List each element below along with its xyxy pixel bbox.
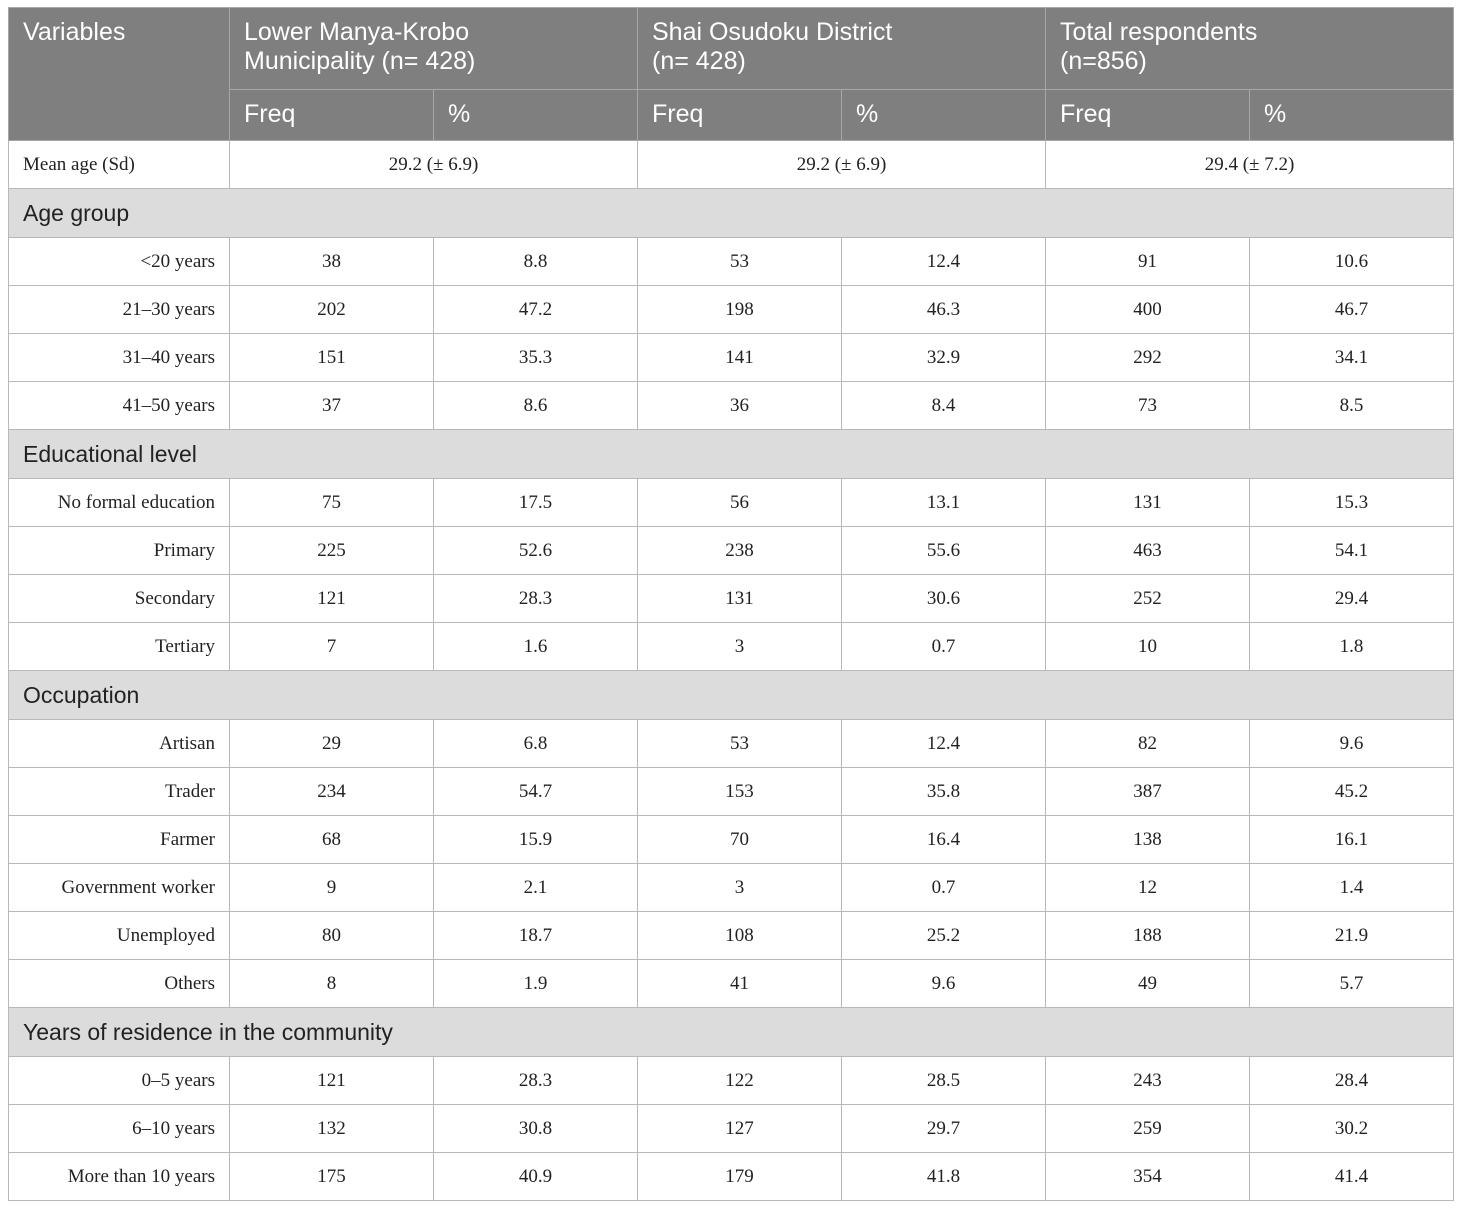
- section-title: Occupation: [9, 671, 1454, 720]
- mean-age-value: 29.4 (± 7.2): [1046, 141, 1454, 189]
- row-label: Others: [9, 960, 230, 1008]
- freq-cell: 188: [1046, 912, 1250, 960]
- freq-cell: 121: [230, 1057, 434, 1105]
- pct-cell: 13.1: [842, 479, 1046, 527]
- pct-cell: 16.1: [1250, 816, 1454, 864]
- pct-cell: 35.8: [842, 768, 1046, 816]
- table-row: [9, 623, 1454, 671]
- row-label: More than 10 years: [9, 1153, 230, 1201]
- section-title: Age group: [9, 189, 1454, 238]
- row-label: Tertiary: [9, 623, 230, 671]
- pct-cell: 54.7: [434, 768, 638, 816]
- freq-cell: 292: [1046, 334, 1250, 382]
- header-group-line2: (n=856): [1060, 47, 1147, 75]
- header-group-total: [1046, 8, 1454, 90]
- pct-cell: 8.6: [434, 382, 638, 430]
- pct-cell: 28.4: [1250, 1057, 1454, 1105]
- row-label: Artisan: [9, 720, 230, 768]
- header-row-groups: [9, 8, 1454, 90]
- pct-cell: 46.7: [1250, 286, 1454, 334]
- row-label: Trader: [9, 768, 230, 816]
- table-header: [9, 8, 1454, 141]
- freq-cell: 252: [1046, 575, 1250, 623]
- freq-cell: 56: [638, 479, 842, 527]
- pct-cell: 8.4: [842, 382, 1046, 430]
- freq-cell: 122: [638, 1057, 842, 1105]
- pct-cell: 6.8: [434, 720, 638, 768]
- demographics-table: [8, 7, 1454, 1201]
- row-label: Government worker: [9, 864, 230, 912]
- section-header-row: [9, 1008, 1454, 1057]
- pct-cell: 30.8: [434, 1105, 638, 1153]
- row-label: 31–40 years: [9, 334, 230, 382]
- pct-cell: 1.8: [1250, 623, 1454, 671]
- pct-cell: 30.6: [842, 575, 1046, 623]
- freq-cell: 141: [638, 334, 842, 382]
- pct-cell: 45.2: [1250, 768, 1454, 816]
- freq-cell: 175: [230, 1153, 434, 1201]
- header-pct: %: [434, 90, 638, 141]
- pct-cell: 30.2: [1250, 1105, 1454, 1153]
- freq-cell: 198: [638, 286, 842, 334]
- freq-cell: 3: [638, 623, 842, 671]
- freq-cell: 225: [230, 527, 434, 575]
- pct-cell: 9.6: [842, 960, 1046, 1008]
- pct-cell: 0.7: [842, 864, 1046, 912]
- freq-cell: 70: [638, 816, 842, 864]
- pct-cell: 18.7: [434, 912, 638, 960]
- table-row: [9, 960, 1454, 1008]
- header-group-shai-osudoku: [638, 8, 1046, 90]
- mean-age-label: Mean age (Sd): [9, 141, 230, 189]
- pct-cell: 1.4: [1250, 864, 1454, 912]
- section-header-row: [9, 430, 1454, 479]
- table-body: [9, 141, 1454, 1201]
- section-header-row: [9, 671, 1454, 720]
- freq-cell: 41: [638, 960, 842, 1008]
- freq-cell: 354: [1046, 1153, 1250, 1201]
- freq-cell: 68: [230, 816, 434, 864]
- pct-cell: 52.6: [434, 527, 638, 575]
- table-row: [9, 1105, 1454, 1153]
- pct-cell: 12.4: [842, 720, 1046, 768]
- freq-cell: 463: [1046, 527, 1250, 575]
- section-header-row: [9, 189, 1454, 238]
- freq-cell: 29: [230, 720, 434, 768]
- freq-cell: 131: [638, 575, 842, 623]
- freq-cell: 234: [230, 768, 434, 816]
- freq-cell: 9: [230, 864, 434, 912]
- pct-cell: 12.4: [842, 238, 1046, 286]
- freq-cell: 91: [1046, 238, 1250, 286]
- table-row: [9, 864, 1454, 912]
- table-row: [9, 479, 1454, 527]
- pct-cell: 1.9: [434, 960, 638, 1008]
- table-row: [9, 720, 1454, 768]
- freq-cell: 80: [230, 912, 434, 960]
- pct-cell: 28.3: [434, 1057, 638, 1105]
- pct-cell: 29.7: [842, 1105, 1046, 1153]
- pct-cell: 8.5: [1250, 382, 1454, 430]
- pct-cell: 17.5: [434, 479, 638, 527]
- freq-cell: 151: [230, 334, 434, 382]
- freq-cell: 387: [1046, 768, 1250, 816]
- table-row: [9, 575, 1454, 623]
- pct-cell: 15.3: [1250, 479, 1454, 527]
- freq-cell: 53: [638, 238, 842, 286]
- row-label: 6–10 years: [9, 1105, 230, 1153]
- table-row: [9, 238, 1454, 286]
- pct-cell: 28.5: [842, 1057, 1046, 1105]
- row-label: <20 years: [9, 238, 230, 286]
- freq-cell: 36: [638, 382, 842, 430]
- header-group-line2: (n= 428): [652, 47, 746, 75]
- freq-cell: 49: [1046, 960, 1250, 1008]
- freq-cell: 108: [638, 912, 842, 960]
- pct-cell: 15.9: [434, 816, 638, 864]
- row-label: Unemployed: [9, 912, 230, 960]
- pct-cell: 41.4: [1250, 1153, 1454, 1201]
- freq-cell: 121: [230, 575, 434, 623]
- section-title: Years of residence in the community: [9, 1008, 1454, 1057]
- freq-cell: 127: [638, 1105, 842, 1153]
- freq-cell: 75: [230, 479, 434, 527]
- row-label: Farmer: [9, 816, 230, 864]
- header-group-line1: Total respondents: [1060, 18, 1258, 46]
- pct-cell: 1.6: [434, 623, 638, 671]
- pct-cell: 9.6: [1250, 720, 1454, 768]
- pct-cell: 28.3: [434, 575, 638, 623]
- pct-cell: 32.9: [842, 334, 1046, 382]
- freq-cell: 7: [230, 623, 434, 671]
- pct-cell: 55.6: [842, 527, 1046, 575]
- pct-cell: 10.6: [1250, 238, 1454, 286]
- header-group-line1: Shai Osudoku District: [652, 18, 893, 46]
- pct-cell: 34.1: [1250, 334, 1454, 382]
- header-freq: Freq: [1046, 90, 1250, 141]
- freq-cell: 179: [638, 1153, 842, 1201]
- freq-cell: 132: [230, 1105, 434, 1153]
- freq-cell: 38: [230, 238, 434, 286]
- table-row: [9, 768, 1454, 816]
- pct-cell: 47.2: [434, 286, 638, 334]
- table-row: [9, 382, 1454, 430]
- pct-cell: 21.9: [1250, 912, 1454, 960]
- row-label: 0–5 years: [9, 1057, 230, 1105]
- freq-cell: 400: [1046, 286, 1250, 334]
- pct-cell: 54.1: [1250, 527, 1454, 575]
- pct-cell: 8.8: [434, 238, 638, 286]
- pct-cell: 16.4: [842, 816, 1046, 864]
- freq-cell: 153: [638, 768, 842, 816]
- freq-cell: 238: [638, 527, 842, 575]
- header-variables: Variables: [9, 8, 230, 141]
- table-row: [9, 334, 1454, 382]
- freq-cell: 3: [638, 864, 842, 912]
- freq-cell: 73: [1046, 382, 1250, 430]
- section-title: Educational level: [9, 430, 1454, 479]
- header-group-lower-manya-krobo: [230, 8, 638, 90]
- pct-cell: 46.3: [842, 286, 1046, 334]
- freq-cell: 82: [1046, 720, 1250, 768]
- row-label: 41–50 years: [9, 382, 230, 430]
- header-freq: Freq: [230, 90, 434, 141]
- table-row: [9, 286, 1454, 334]
- freq-cell: 259: [1046, 1105, 1250, 1153]
- header-pct: %: [842, 90, 1046, 141]
- pct-cell: 35.3: [434, 334, 638, 382]
- header-freq: Freq: [638, 90, 842, 141]
- row-label: Secondary: [9, 575, 230, 623]
- table-row: [9, 527, 1454, 575]
- mean-age-row: [9, 141, 1454, 189]
- mean-age-value: 29.2 (± 6.9): [638, 141, 1046, 189]
- freq-cell: 131: [1046, 479, 1250, 527]
- header-pct: %: [1250, 90, 1454, 141]
- header-group-line1: Lower Manya-Krobo: [244, 18, 470, 46]
- freq-cell: 10: [1046, 623, 1250, 671]
- pct-cell: 25.2: [842, 912, 1046, 960]
- header-group-line2: Municipality (n= 428): [244, 47, 476, 75]
- table-row: [9, 912, 1454, 960]
- pct-cell: 2.1: [434, 864, 638, 912]
- table-row: [9, 1153, 1454, 1201]
- freq-cell: 243: [1046, 1057, 1250, 1105]
- row-label: 21–30 years: [9, 286, 230, 334]
- freq-cell: 138: [1046, 816, 1250, 864]
- freq-cell: 37: [230, 382, 434, 430]
- freq-cell: 53: [638, 720, 842, 768]
- pct-cell: 40.9: [434, 1153, 638, 1201]
- table-row: [9, 816, 1454, 864]
- pct-cell: 5.7: [1250, 960, 1454, 1008]
- table-row: [9, 1057, 1454, 1105]
- row-label: Primary: [9, 527, 230, 575]
- pct-cell: 0.7: [842, 623, 1046, 671]
- freq-cell: 202: [230, 286, 434, 334]
- mean-age-value: 29.2 (± 6.9): [230, 141, 638, 189]
- row-label: No formal education: [9, 479, 230, 527]
- freq-cell: 8: [230, 960, 434, 1008]
- pct-cell: 41.8: [842, 1153, 1046, 1201]
- pct-cell: 29.4: [1250, 575, 1454, 623]
- freq-cell: 12: [1046, 864, 1250, 912]
